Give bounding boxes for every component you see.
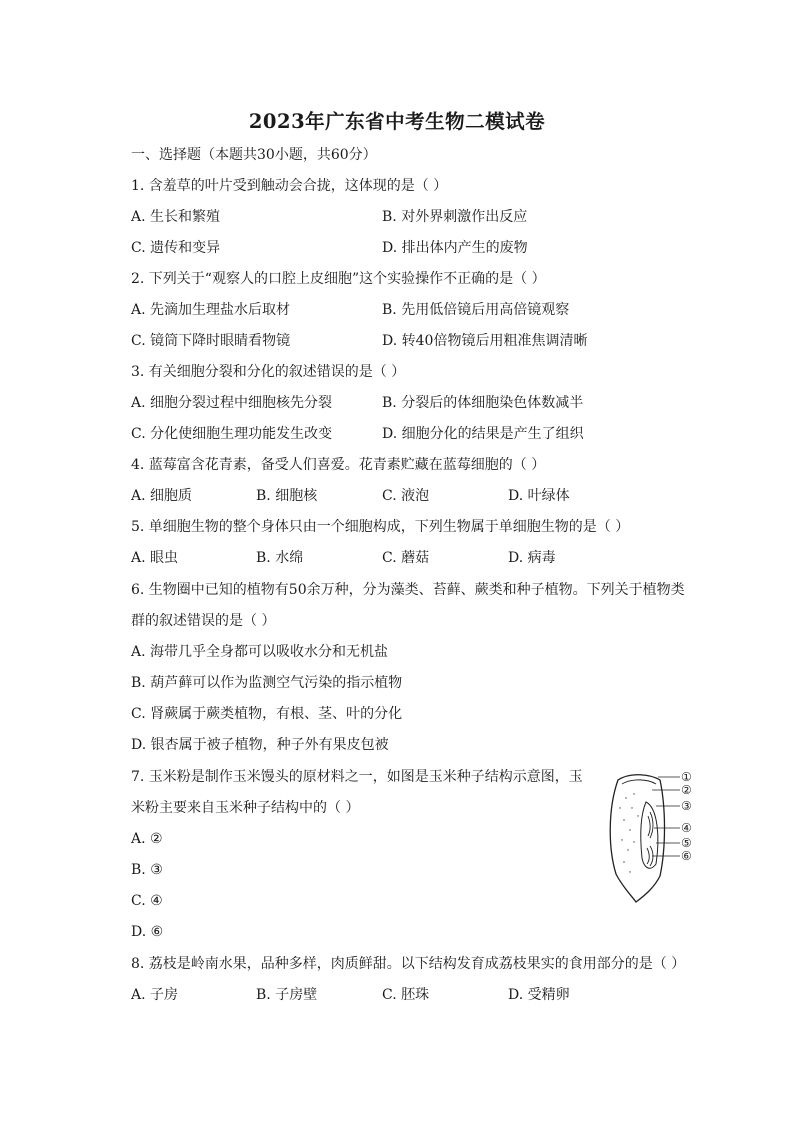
question-8-stem: 8. 荔枝是岭南水果，品种多样，肉质鲜甜。以下结构发育成荔枝果实的食用部分的是（ ）: [131, 956, 686, 972]
q4-option-b: B. 细胞核: [256, 488, 318, 504]
exam-title: 2023年广东省中考生物二模试卷: [248, 110, 546, 133]
q3-option-a: A. 细胞分裂过程中细胞核先分裂: [131, 395, 333, 411]
figure-label-2: ②: [681, 783, 692, 797]
q1-option-b: B. 对外界刺激作出反应: [382, 209, 528, 225]
question-2-stem: 2. 下列关于“观察人的口腔上皮细胞”这个实验操作不正确的是（ ）: [131, 271, 546, 287]
q2-option-a: A. 先滴加生理盐水后取材: [131, 302, 291, 318]
q6-option-b: B. 葫芦藓可以作为监测空气污染的指示植物: [131, 675, 403, 691]
q1-option-d: D. 排出体内产生的废物: [382, 240, 528, 256]
question-6-stem-continued: 群的叙述错误的是（ ）: [131, 613, 276, 629]
q4-option-a: A. 细胞质: [131, 488, 193, 504]
q5-option-c: C. 蘑菇: [382, 550, 430, 566]
figure-label-4: ④: [681, 821, 692, 835]
question-6-stem: 6. 生物圈中已知的植物有50余万种，分为藻类、苔藓、蕨类和种子植物。下列关于植物类: [131, 582, 685, 598]
q1-option-a: A. 生长和繁殖: [131, 209, 221, 225]
q5-option-b: B. 水绵: [256, 550, 304, 566]
q6-option-d: D. 银杏属于被子植物，种子外有果皮包被: [131, 737, 389, 753]
q7-option-a: A. ②: [131, 831, 163, 847]
q2-option-c: C. 镜筒下降时眼睛看物镜: [131, 333, 291, 349]
q3-option-c: C. 分化使细胞生理功能发生改变: [131, 426, 333, 442]
q1-option-c: C. 遗传和变异: [131, 240, 221, 256]
question-3-stem: 3. 有关细胞分裂和分化的叙述错误的是（ ）: [131, 364, 406, 380]
question-7-stem-continued: 米粉主要来自玉米种子结构中的（ ）: [131, 800, 360, 816]
q6-option-a: A. 海带几乎全身都可以吸收水分和无机盐: [131, 644, 389, 660]
section-heading: 一、选择题（本题共30小题，共60分）: [131, 147, 377, 163]
q4-option-c: C. 液泡: [382, 488, 430, 504]
question-1-stem: 1. 含羞草的叶片受到触动会合拢，这体现的是（ ）: [131, 178, 448, 194]
q3-option-b: B. 分裂后的体细胞染色体数减半: [382, 395, 584, 411]
q5-option-a: A. 眼虫: [131, 550, 179, 566]
question-4-stem: 4. 蓝莓富含花青素，备受人们喜爱。花青素贮藏在蓝莓细胞的（ ）: [131, 457, 546, 473]
corn-seed-structure-diagram: [600, 768, 696, 904]
question-5-stem: 5. 单细胞生物的整个身体只由一个细胞构成，下列生物属于单细胞生物的是（ ）: [131, 519, 630, 535]
figure-label-5: ⑤: [681, 836, 692, 850]
q8-option-b: B. 子房壁: [256, 987, 318, 1003]
figure-label-3: ③: [681, 799, 692, 813]
q2-option-d: D. 转40倍物镜后用粗准焦调清晰: [382, 333, 588, 349]
q7-option-d: D. ⑥: [131, 924, 164, 940]
q2-option-b: B. 先用低倍镜后用高倍镜观察: [382, 302, 570, 318]
q8-option-a: A. 子房: [131, 987, 179, 1003]
question-7-stem: 7. 玉米粉是制作玉米馒头的原材料之一，如图是玉米种子结构示意图，玉: [131, 769, 583, 785]
q5-option-d: D. 病毒: [508, 550, 556, 566]
q7-option-c: C. ④: [131, 893, 163, 909]
q3-option-d: D. 细胞分化的结果是产生了组织: [382, 426, 584, 442]
q4-option-d: D. 叶绿体: [508, 488, 570, 504]
q7-option-b: B. ③: [131, 862, 163, 878]
figure-label-1: ①: [681, 770, 692, 784]
q6-option-c: C. 肾蕨属于蕨类植物，有根、茎、叶的分化: [131, 706, 403, 722]
q8-option-d: D. 受精卵: [508, 987, 570, 1003]
figure-label-6: ⑥: [681, 849, 692, 863]
q8-option-c: C. 胚珠: [382, 987, 430, 1003]
